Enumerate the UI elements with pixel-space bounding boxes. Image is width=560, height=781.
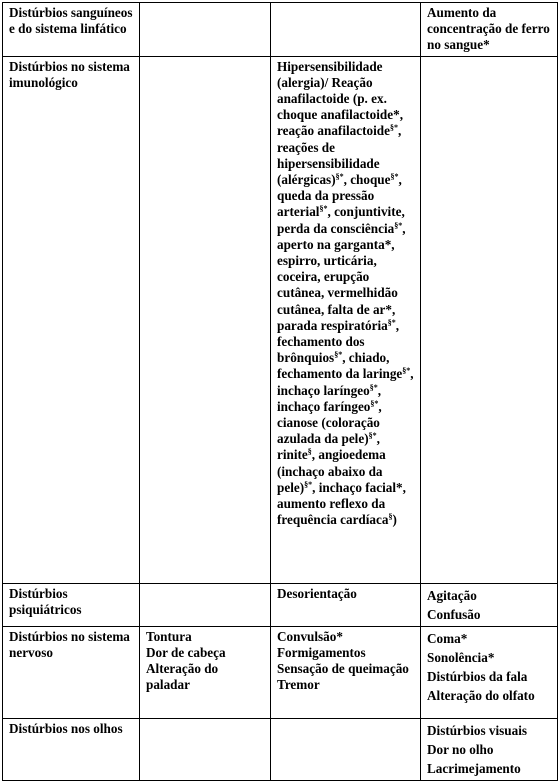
organ-class-label: Distúrbios psiquiátricos: [9, 585, 82, 617]
reaction-item: Distúrbios visuais: [427, 722, 528, 738]
frequency-cell: [421, 626, 558, 718]
reaction-text: Hipersensibilidade (alergia)/ Reação anafilactoide (p. ex. choque anafilactoide*, reação anafilactoide§*, reações de hipersensibilidade (alérgicas)§*, choque§*, queda da pressão arterial§*, conjuntivite, perda da consciência§*, aperto na garganta*, espirro, urticária, coceira, erupção cutânea, vermelhidão cutânea, falta de ar*, parada respiratória§*, fechamento dos brônquios§*, chiado, fechamento da laringe§*, inchaço laríngeo§*, inchaço faríngeo§*, cianose (coloração azulada da pele)§*, rinite§, angioedema (inchaço abaixo da pele)§*, inchaço facial*, aumento reflexo da frequência cardíaca§): [277, 58, 414, 528]
organ-class-label: Distúrbios nos olhos: [9, 720, 123, 736]
adverse-reactions-table: [2, 2, 558, 781]
organ-class-label: Distúrbios no sistema nervoso: [9, 628, 130, 660]
reaction-item: Formigamentos: [277, 644, 366, 660]
frequency-cell: [140, 626, 271, 718]
reaction-item: Sonolência*: [427, 649, 495, 665]
frequency-cell: [271, 626, 421, 718]
reaction-item: Dor no olho: [427, 741, 494, 757]
frequency-cell: [271, 583, 421, 626]
organ-class-cell: [3, 583, 140, 626]
reaction-item: Aumento da concentração de ferro no sangue*: [427, 5, 550, 53]
table-row: [3, 56, 558, 583]
frequency-cell: [271, 3, 421, 57]
table-row: [3, 3, 558, 57]
frequency-cell: [140, 3, 271, 57]
reaction-item: Dor de cabeça: [146, 644, 226, 660]
reaction-item: Sensação de queimação: [277, 661, 409, 677]
table-row: [3, 626, 558, 718]
frequency-cell: [271, 56, 421, 583]
reaction-item: Confusão: [427, 606, 481, 622]
organ-class-cell: [3, 56, 140, 583]
organ-class-label: Distúrbios sanguíneos e do sistema linfático: [9, 5, 133, 37]
table-row: [3, 583, 558, 626]
frequency-cell: [421, 3, 558, 57]
organ-class-cell: [3, 3, 140, 57]
reaction-item: Lacrimejamento: [427, 760, 521, 776]
reaction-item: Distúrbios da fala: [427, 668, 528, 684]
frequency-cell: [140, 56, 271, 583]
frequency-cell: [140, 583, 271, 626]
organ-class-label: Distúrbios no sistema imunológico: [9, 58, 130, 90]
reaction-item: Convulsão*: [277, 628, 343, 644]
frequency-cell: [421, 583, 558, 626]
reaction-item: Tremor: [277, 677, 320, 693]
reaction-item: Coma*: [427, 630, 468, 646]
organ-class-cell: [3, 626, 140, 718]
reaction-item: Alteração do olfato: [427, 687, 535, 703]
reaction-item: Desorientação: [277, 585, 357, 601]
frequency-cell: [421, 56, 558, 583]
reaction-item: Agitação: [427, 587, 477, 603]
reaction-item: Alteração do paladar: [146, 661, 219, 693]
reaction-item: Tontura: [146, 628, 192, 644]
